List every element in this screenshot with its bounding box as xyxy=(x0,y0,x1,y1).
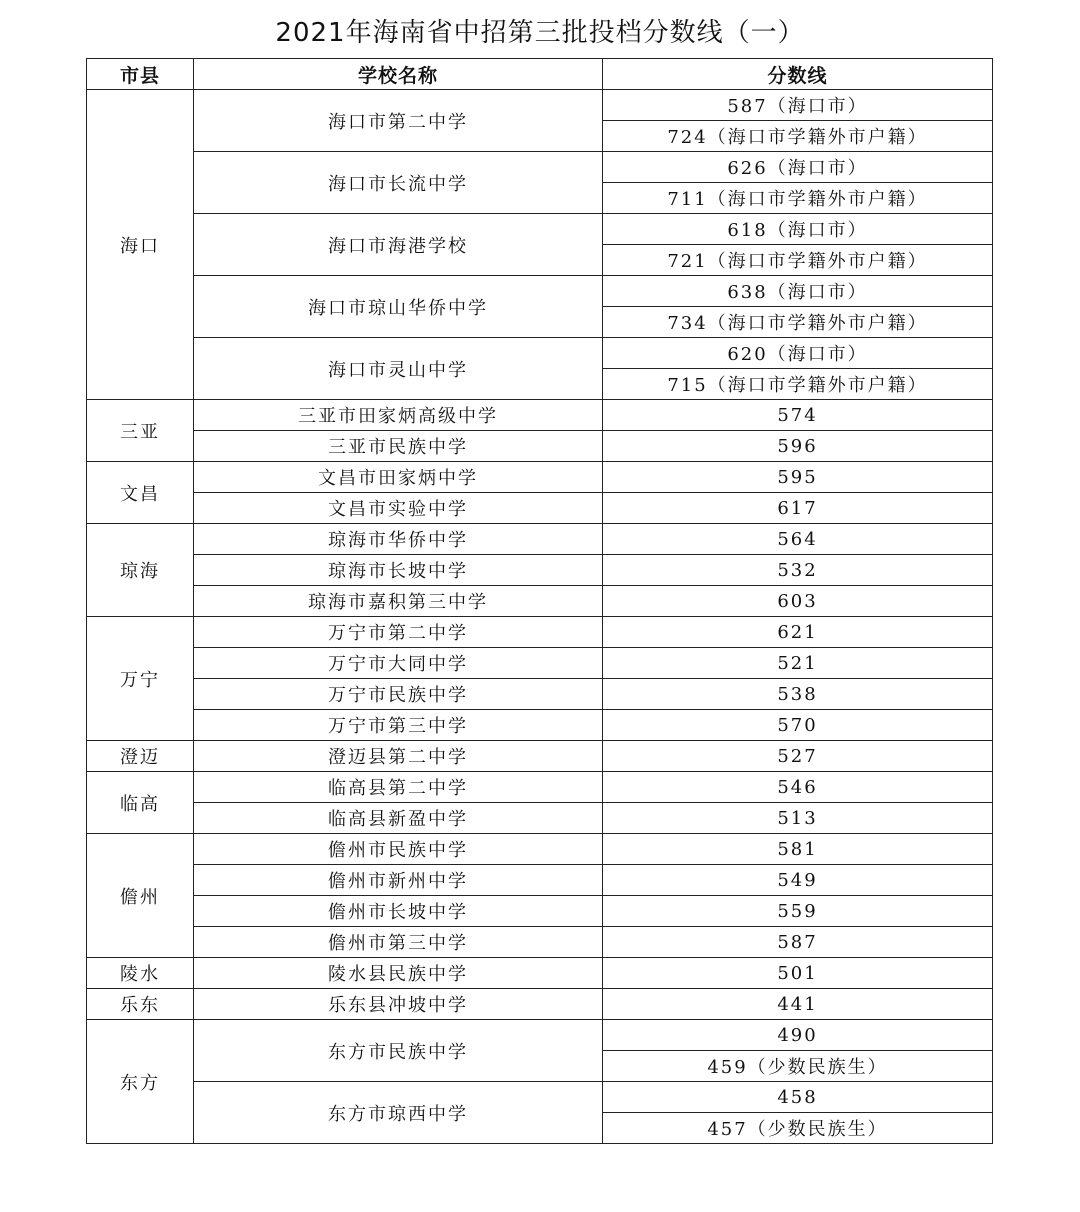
school-name-cell: 万宁市第二中学 xyxy=(194,617,603,648)
score-cell: 596 xyxy=(603,431,993,462)
table-row xyxy=(87,338,993,369)
table-row xyxy=(87,276,993,307)
school-name-cell: 文昌市田家炳中学 xyxy=(194,462,603,493)
school-name-cell: 乐东县冲坡中学 xyxy=(194,989,603,1020)
score-cell: 724（海口市学籍外市户籍） xyxy=(603,121,993,152)
school-name-cell: 海口市灵山中学 xyxy=(194,338,603,400)
table-row xyxy=(87,90,993,121)
table-row xyxy=(87,772,993,803)
city-cell: 澄迈 xyxy=(87,741,194,772)
school-name-cell: 三亚市民族中学 xyxy=(194,431,603,462)
table-row xyxy=(87,927,993,958)
school-name-cell: 儋州市民族中学 xyxy=(194,834,603,865)
score-cell: 490 xyxy=(603,1020,993,1051)
score-cell: 546 xyxy=(603,772,993,803)
table-row xyxy=(87,679,993,710)
school-name-cell: 万宁市大同中学 xyxy=(194,648,603,679)
table-row xyxy=(87,462,993,493)
school-name-cell: 东方市民族中学 xyxy=(194,1020,603,1082)
header-score: 分数线 xyxy=(603,59,993,90)
score-cell: 618（海口市） xyxy=(603,214,993,245)
table-header-row xyxy=(87,59,993,90)
school-name-cell: 文昌市实验中学 xyxy=(194,493,603,524)
score-cell: 532 xyxy=(603,555,993,586)
table-row xyxy=(87,586,993,617)
table-row xyxy=(87,617,993,648)
score-cell: 581 xyxy=(603,834,993,865)
score-cell: 620（海口市） xyxy=(603,338,993,369)
school-name-cell: 儋州市第三中学 xyxy=(194,927,603,958)
header-city: 市县 xyxy=(87,59,194,90)
score-cell: 587（海口市） xyxy=(603,90,993,121)
score-cell: 638（海口市） xyxy=(603,276,993,307)
school-name-cell: 琼海市华侨中学 xyxy=(194,524,603,555)
school-name-cell: 海口市琼山华侨中学 xyxy=(194,276,603,338)
score-cell: 734（海口市学籍外市户籍） xyxy=(603,307,993,338)
table-row xyxy=(87,989,993,1020)
score-cell: 459（少数民族生） xyxy=(603,1051,993,1082)
school-name-cell: 陵水县民族中学 xyxy=(194,958,603,989)
table-row xyxy=(87,834,993,865)
school-name-cell: 万宁市第三中学 xyxy=(194,710,603,741)
school-name-cell: 儋州市新州中学 xyxy=(194,865,603,896)
score-cell: 574 xyxy=(603,400,993,431)
score-cell: 458 xyxy=(603,1082,993,1113)
table-body xyxy=(87,90,993,1144)
city-cell: 临高 xyxy=(87,772,194,834)
table-row xyxy=(87,431,993,462)
score-cell: 587 xyxy=(603,927,993,958)
score-cell: 538 xyxy=(603,679,993,710)
score-cell: 626（海口市） xyxy=(603,152,993,183)
table-row xyxy=(87,803,993,834)
school-name-cell: 万宁市民族中学 xyxy=(194,679,603,710)
table-row xyxy=(87,400,993,431)
school-name-cell: 琼海市嘉积第三中学 xyxy=(194,586,603,617)
table-row xyxy=(87,648,993,679)
school-name-cell: 海口市海港学校 xyxy=(194,214,603,276)
score-cell: 570 xyxy=(603,710,993,741)
score-cell: 715（海口市学籍外市户籍） xyxy=(603,369,993,400)
score-cell: 559 xyxy=(603,896,993,927)
city-cell: 三亚 xyxy=(87,400,194,462)
score-cell: 527 xyxy=(603,741,993,772)
score-cell: 621 xyxy=(603,617,993,648)
city-cell: 文昌 xyxy=(87,462,194,524)
school-name-cell: 海口市第二中学 xyxy=(194,90,603,152)
city-cell: 海口 xyxy=(87,90,194,400)
score-cell: 711（海口市学籍外市户籍） xyxy=(603,183,993,214)
score-cell: 603 xyxy=(603,586,993,617)
page-title: 2021年海南省中招第三批投档分数线（一） xyxy=(275,18,805,48)
score-cell: 595 xyxy=(603,462,993,493)
score-cell: 501 xyxy=(603,958,993,989)
city-cell: 万宁 xyxy=(87,617,194,741)
table-row xyxy=(87,214,993,245)
table-row xyxy=(87,1082,993,1113)
school-name-cell: 临高县第二中学 xyxy=(194,772,603,803)
table-row xyxy=(87,152,993,183)
city-cell: 东方 xyxy=(87,1020,194,1144)
city-cell: 陵水 xyxy=(87,958,194,989)
score-cell: 564 xyxy=(603,524,993,555)
header-school: 学校名称 xyxy=(194,59,603,90)
table-row xyxy=(87,865,993,896)
school-name-cell: 儋州市长坡中学 xyxy=(194,896,603,927)
table-row xyxy=(87,741,993,772)
school-name-cell: 临高县新盈中学 xyxy=(194,803,603,834)
city-cell: 乐东 xyxy=(87,989,194,1020)
table-row xyxy=(87,958,993,989)
school-name-cell: 海口市长流中学 xyxy=(194,152,603,214)
table-row xyxy=(87,1020,993,1051)
score-cell: 549 xyxy=(603,865,993,896)
table-row xyxy=(87,493,993,524)
score-cell: 617 xyxy=(603,493,993,524)
table-row xyxy=(87,555,993,586)
score-cell: 441 xyxy=(603,989,993,1020)
school-name-cell: 澄迈县第二中学 xyxy=(194,741,603,772)
city-cell: 儋州 xyxy=(87,834,194,958)
table-row xyxy=(87,710,993,741)
score-cell: 457（少数民族生） xyxy=(603,1113,993,1144)
school-name-cell: 东方市琼西中学 xyxy=(194,1082,603,1144)
table-row xyxy=(87,524,993,555)
school-name-cell: 琼海市长坡中学 xyxy=(194,555,603,586)
score-cell: 513 xyxy=(603,803,993,834)
score-table xyxy=(86,58,993,1144)
table-row xyxy=(87,896,993,927)
city-cell: 琼海 xyxy=(87,524,194,617)
score-cell: 521 xyxy=(603,648,993,679)
score-cell: 721（海口市学籍外市户籍） xyxy=(603,245,993,276)
school-name-cell: 三亚市田家炳高级中学 xyxy=(194,400,603,431)
